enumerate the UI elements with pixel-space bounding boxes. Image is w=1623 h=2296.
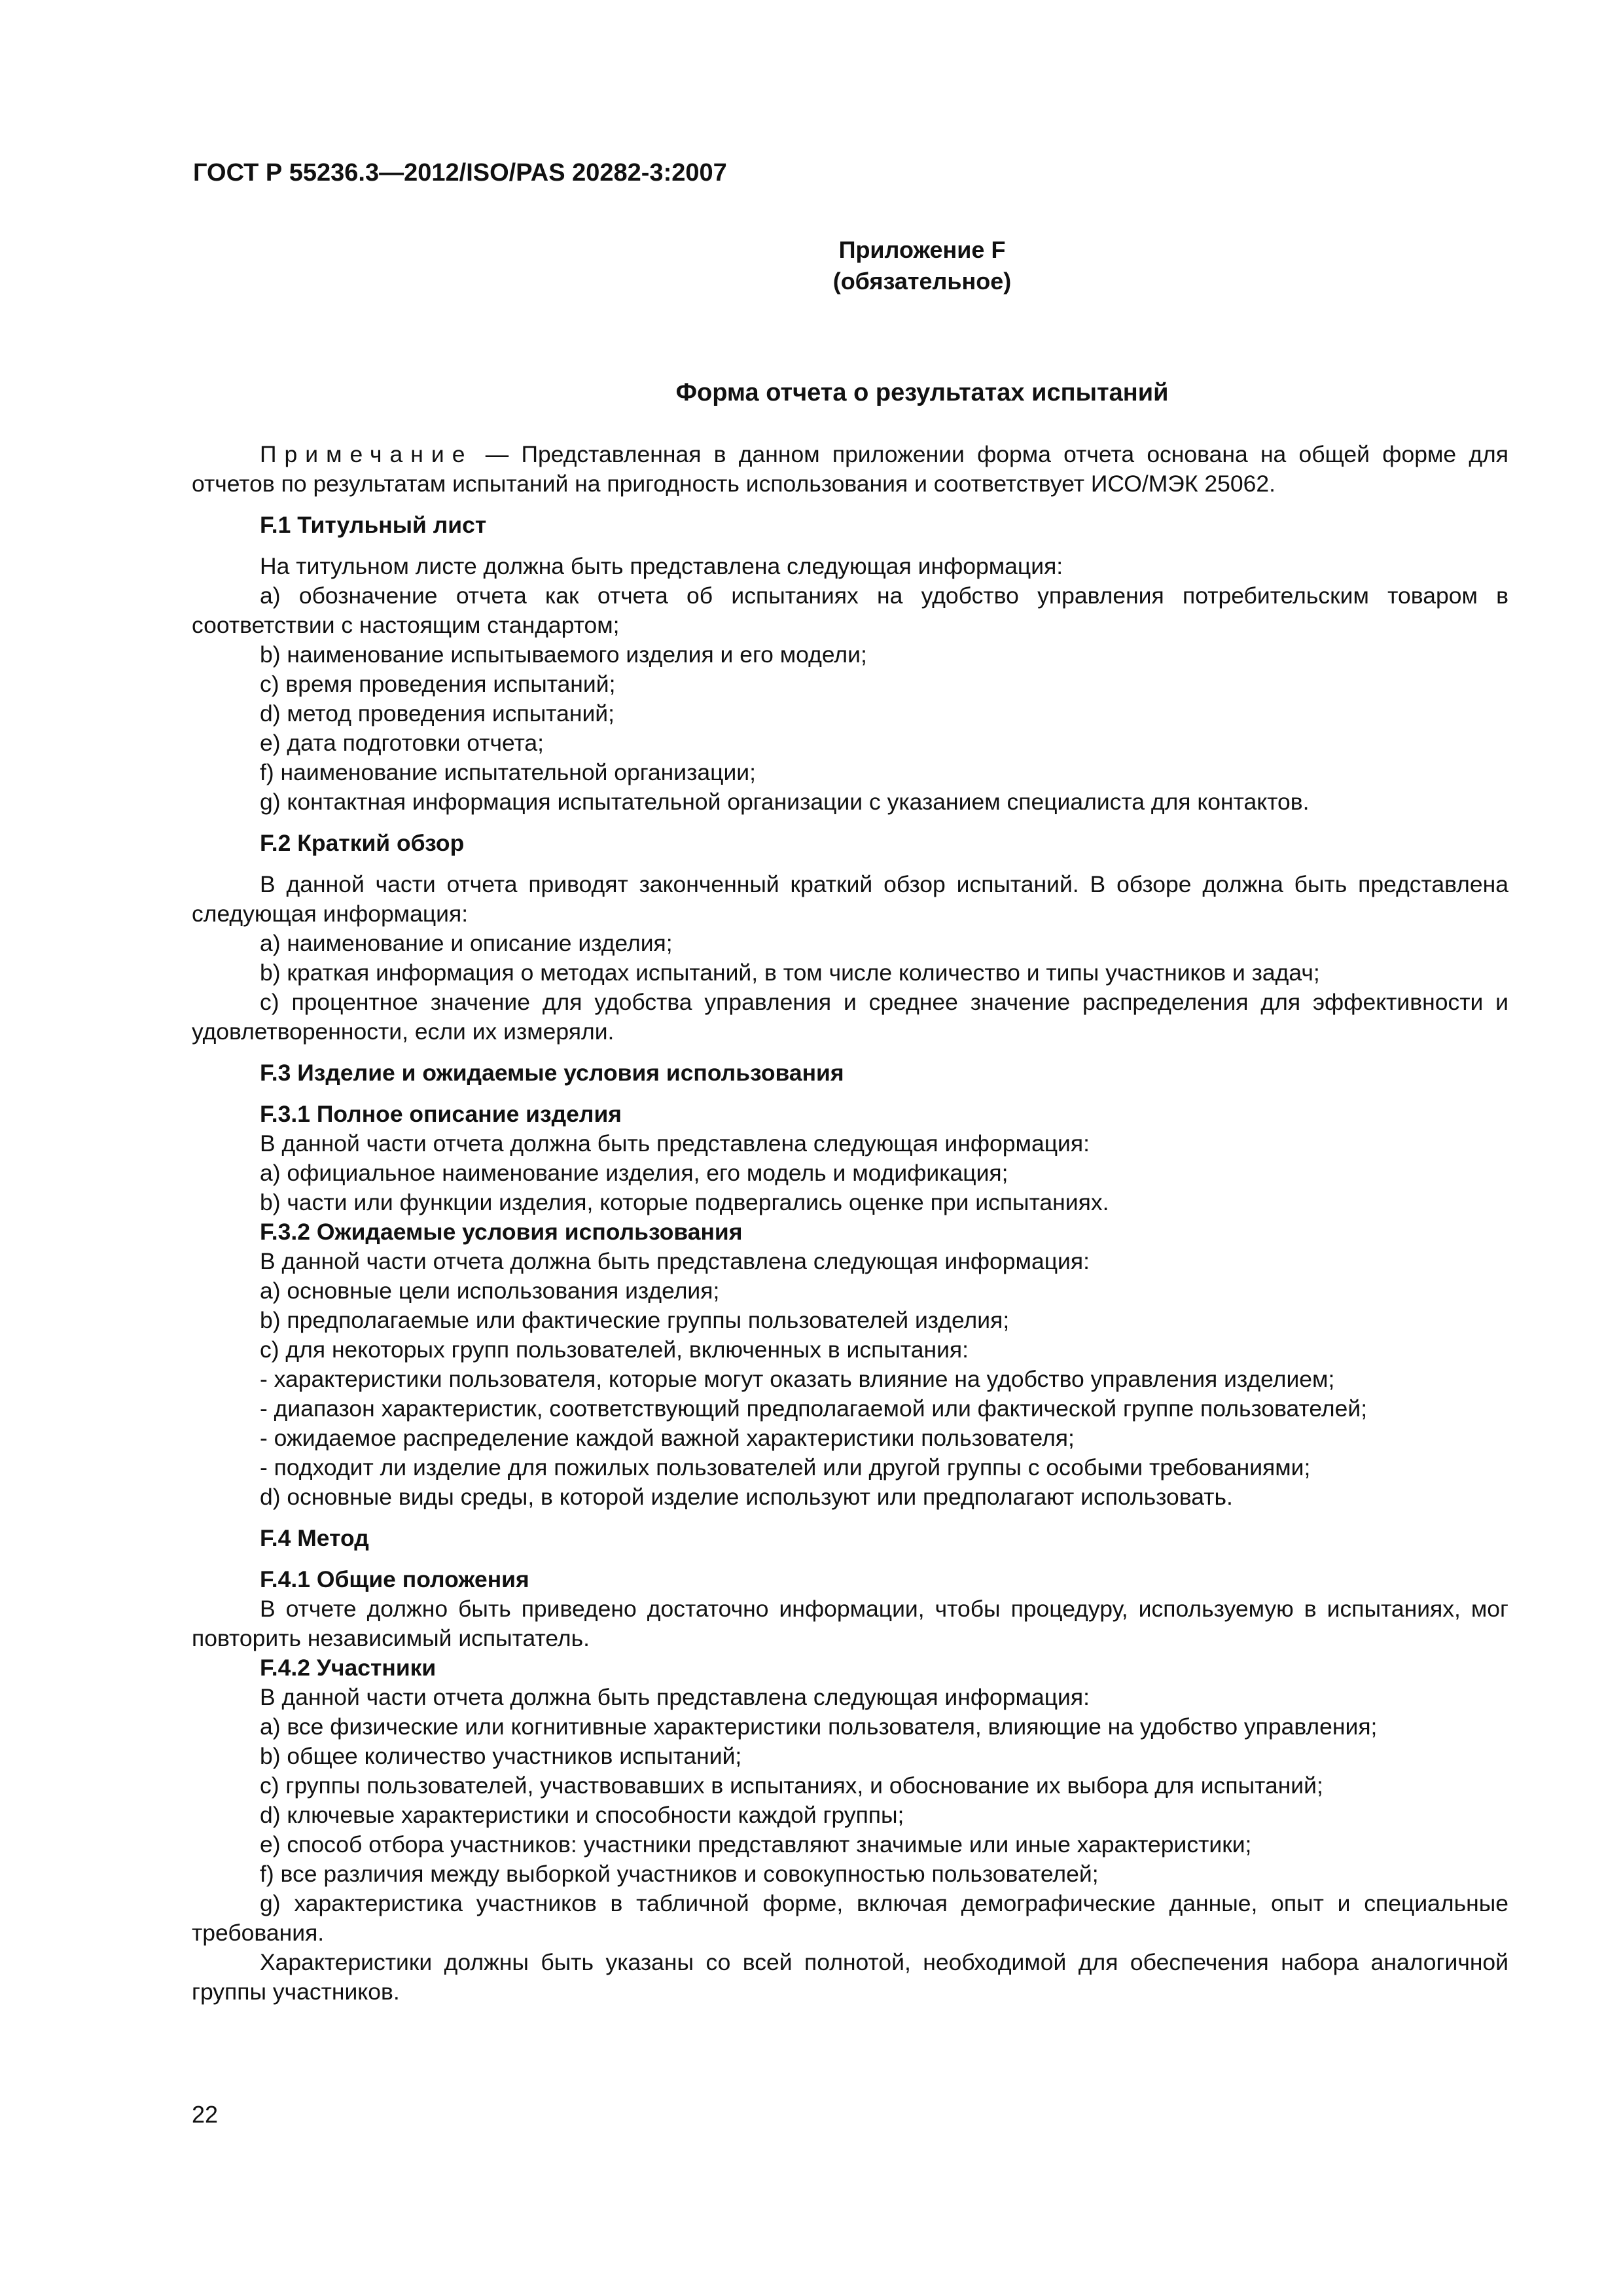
appendix-label: Приложение F bbox=[838, 236, 1006, 263]
section-f3-2-heading: F.3.2 Ожидаемые условия использования bbox=[260, 1219, 743, 1245]
list-item: b) наименование испытываемого изделия и его модели; bbox=[260, 641, 867, 668]
list-item: - диапазон характеристик, соответствующий предполагаемой или фактической группе пользователей; bbox=[260, 1395, 1368, 1422]
list-item: c) для некоторых групп пользователей, включенных в испытания: bbox=[260, 1336, 969, 1363]
note-text: — Представленная в данном приложении форма отчета основана на общей форме для отчетов по результатам испытаний на пригодность использования и соответствует ИСО/МЭК 25062. bbox=[192, 441, 1508, 497]
list-item: - ожидаемое распределение каждой важной характеристики пользователя; bbox=[260, 1425, 1075, 1451]
list-item: d) основные виды среды, в которой изделие используют или предполагают использовать. bbox=[260, 1484, 1233, 1510]
list-item: - характеристики пользователя, которые могут оказать влияние на удобство управления изделием; bbox=[260, 1366, 1335, 1392]
standard-id: ГОСТ Р 55236.3—2012/ISO/PAS 20282-3:2007 bbox=[193, 159, 727, 187]
section-f4-2-intro: В данной части отчета должна быть представлена следующая информация: bbox=[260, 1684, 1090, 1710]
section-f2-heading: F.2 Краткий обзор bbox=[260, 830, 465, 856]
list-item: b) предполагаемые или фактические группы пользователей изделия; bbox=[260, 1307, 1010, 1333]
list-item: a) наименование и описание изделия; bbox=[260, 930, 673, 956]
list-item: a) все физические или когнитивные характеристики пользователя, влияющие на удобство управления; bbox=[260, 1713, 1378, 1740]
section-f1-heading: F.1 Титульный лист bbox=[260, 512, 487, 538]
section-f2-intro: В данной части отчета приводят законченный краткий обзор испытаний. В обзоре должна быть представлена следующая информация: bbox=[192, 871, 1508, 927]
page-number: 22 bbox=[192, 2101, 219, 2128]
document-page bbox=[192, 157, 1508, 2007]
section-f3-2-intro: В данной части отчета должна быть представлена следующая информация: bbox=[260, 1248, 1090, 1274]
list-item: c) группы пользователей, участвовавших в испытаниях, и обоснование их выбора для испытаний; bbox=[260, 1772, 1323, 1799]
list-item: d) ключевые характеристики и способности каждой группы; bbox=[260, 1802, 904, 1828]
list-item: c) время проведения испытаний; bbox=[260, 671, 616, 697]
list-item: b) части или функции изделия, которые подвергались оценке при испытаниях. bbox=[260, 1189, 1109, 1215]
list-item: g) контактная информация испытательной организации с указанием специалиста для контактов. bbox=[260, 789, 1310, 815]
list-item: f) наименование испытательной организации; bbox=[260, 759, 756, 785]
section-f4-2-closing: Характеристики должны быть указаны со всей полнотой, необходимой для обеспечения набора аналогичной группы участников. bbox=[192, 1949, 1508, 2005]
list-item: c) процентное значение для удобства управления и среднее значение распределения для эффективности и удовлетворенности, если их измеряли. bbox=[192, 989, 1508, 1045]
list-item: f) все различия между выборкой участников и совокупностью пользователей; bbox=[260, 1861, 1099, 1887]
section-f4-1-text: В отчете должно быть приведено достаточно информации, чтобы процедуру, используемую в испытаниях, мог повторить независимый испытатель. bbox=[192, 1596, 1508, 1651]
section-f3-heading: F.3 Изделие и ожидаемые условия использования bbox=[260, 1060, 844, 1086]
list-item: e) способ отбора участников: участники представляют значимые или иные характеристики; bbox=[260, 1831, 1252, 1857]
section-f4-2-heading: F.4.2 Участники bbox=[260, 1655, 437, 1681]
section-f1-intro: На титульном листе должна быть представлена следующая информация: bbox=[260, 553, 1063, 579]
section-f4-heading: F.4 Метод bbox=[260, 1525, 369, 1551]
list-item: b) краткая информация о методах испытаний, в том числе количество и типы участников и задач; bbox=[260, 960, 1320, 986]
list-item: b) общее количество участников испытаний; bbox=[260, 1743, 742, 1769]
list-item: a) обозначение отчета как отчета об испытаниях на удобство управления потребительским товаром в соответствии с настоящим стандартом; bbox=[192, 583, 1508, 638]
list-item: a) основные цели использования изделия; bbox=[260, 1278, 720, 1304]
list-item: e) дата подготовки отчета; bbox=[260, 730, 544, 756]
form-title: Форма отчета о результатах испытаний bbox=[675, 379, 1169, 406]
section-f3-1-intro: В данной части отчета должна быть представлена следующая информация: bbox=[260, 1130, 1090, 1157]
note-lead: Примечание bbox=[260, 441, 473, 467]
note-paragraph bbox=[192, 440, 1508, 499]
section-f3-1-heading: F.3.1 Полное описание изделия bbox=[260, 1101, 622, 1127]
list-item: - подходит ли изделие для пожилых пользователей или другой группы с особыми требованиями; bbox=[260, 1454, 1311, 1480]
list-item: a) официальное наименование изделия, его модель и модификация; bbox=[260, 1160, 1008, 1186]
section-f4-1-heading: F.4.1 Общие положения bbox=[260, 1566, 529, 1592]
list-item: g) характеристика участников в табличной форме, включая демографические данные, опыт и специальные требования. bbox=[192, 1890, 1508, 1946]
appendix-status: (обязательное) bbox=[832, 268, 1012, 295]
list-item: d) метод проведения испытаний; bbox=[260, 700, 615, 726]
